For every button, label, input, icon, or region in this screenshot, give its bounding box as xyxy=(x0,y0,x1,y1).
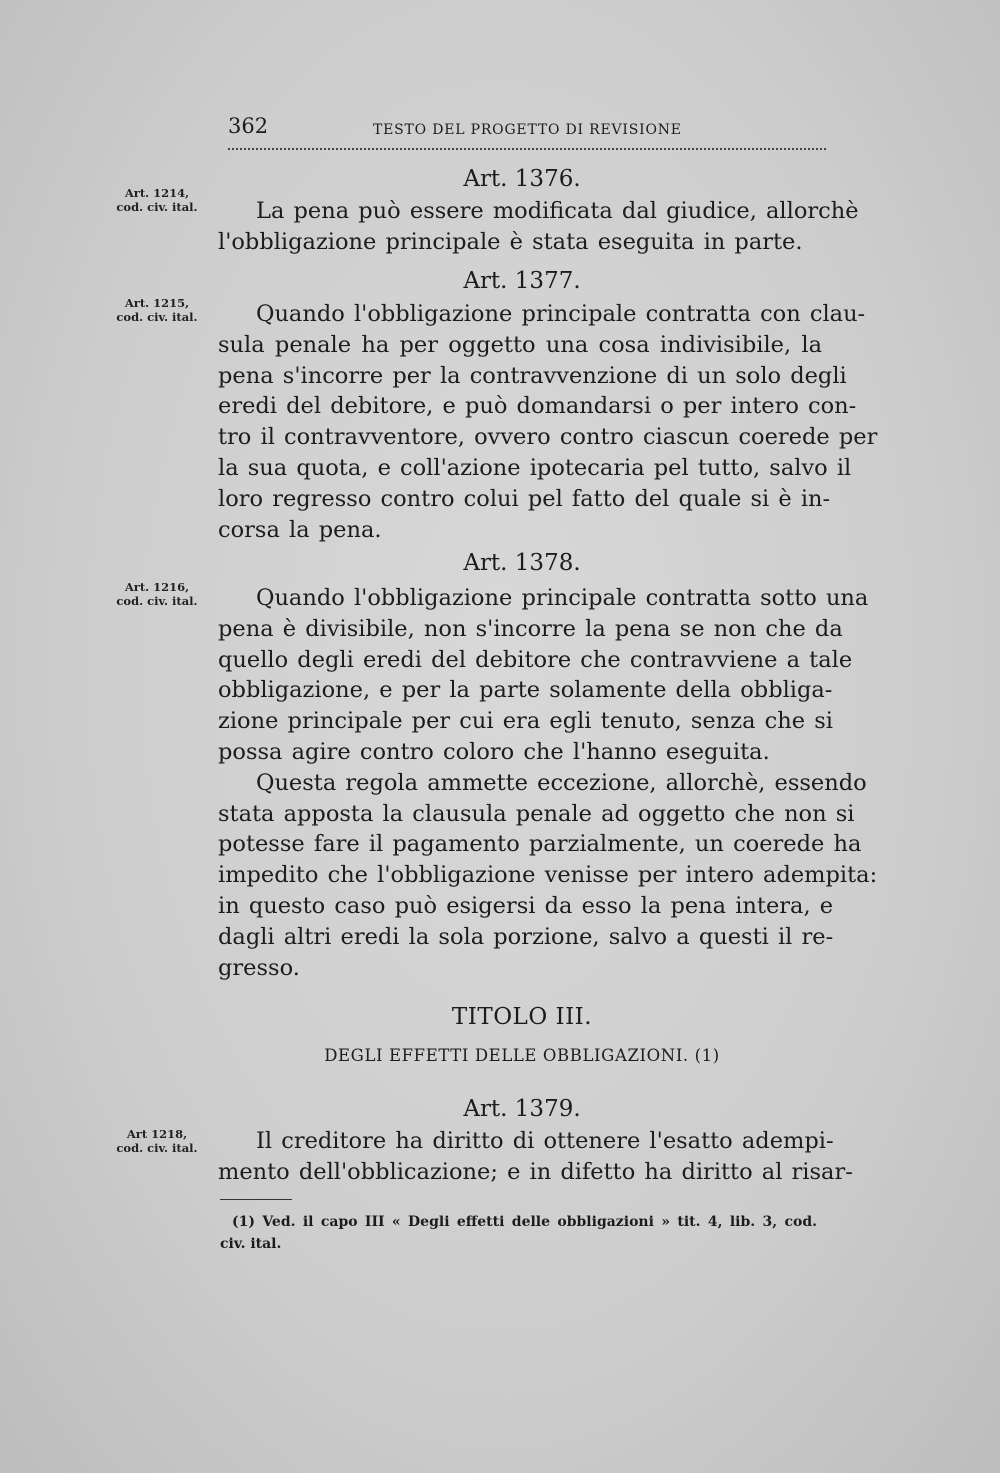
margin-note-art-1215 xyxy=(98,296,216,324)
text-line: dagli altri eredi la sola porzione, salvo a questi il re- xyxy=(218,923,834,950)
text-line: gresso. xyxy=(218,954,300,981)
page-number: 362 xyxy=(228,114,269,138)
text-line: eredi del debitore, e può domandarsi o per intero con- xyxy=(218,393,857,420)
margin-note-art-1214 xyxy=(98,186,216,214)
margin-note-art-1218 xyxy=(98,1127,216,1155)
margin-note-code: cod. civ. ital. xyxy=(116,1141,198,1155)
text-line: sula penale ha per oggetto una cosa indivisibile, la xyxy=(218,331,822,358)
section-subtitle: DEGLI EFFETTI DELLE OBBLIGAZIONI. (1) xyxy=(324,1046,720,1065)
text-line: pena s'incorre per la contravvenzione di un solo degli xyxy=(218,362,847,389)
text-line: mento dell'obblicazione; e in difetto ha diritto al risar- xyxy=(218,1158,853,1185)
margin-note-ref: Art. 1216, xyxy=(124,580,190,594)
margin-note-code: cod. civ. ital. xyxy=(116,310,198,324)
text-line: possa agire contro coloro che l'hanno eseguita. xyxy=(218,738,770,765)
article-heading-1378: Art. 1378. xyxy=(463,550,581,576)
running-head: TESTO DEL PROGETTO DI REVISIONE xyxy=(373,122,682,138)
footnote-rule xyxy=(220,1199,292,1200)
text-line: Quando l'obbligazione principale contratta con clau- xyxy=(256,301,866,327)
margin-note-ref: Art 1218, xyxy=(126,1127,188,1141)
footnote-line: civ. ital. xyxy=(220,1236,282,1252)
section-title: TITOLO III. xyxy=(451,1004,593,1030)
margin-note-code: cod. civ. ital. xyxy=(116,200,198,214)
text-line: l'obbligazione principale è stata eseguita in parte. xyxy=(218,228,803,255)
margin-note-art-1216 xyxy=(98,580,216,608)
article-text-1376 xyxy=(218,196,859,258)
text-line: Quando l'obbligazione principale contratta sotto una xyxy=(256,585,869,611)
text-line: stata apposta la clausula penale ad oggetto che non si xyxy=(218,800,855,827)
footnote-line: (1) Ved. il capo III « Degli effetti delle obbligazioni » tit. 4, lib. 3, cod. xyxy=(232,1214,817,1230)
text-line: obbligazione, e per la parte solamente della obbliga- xyxy=(218,677,833,704)
article-text-1378 xyxy=(218,583,878,983)
text-line: potesse fare il pagamento parzialmente, un coerede ha xyxy=(218,831,862,858)
text-line: impedito che l'obbligazione venisse per intero adempita: xyxy=(218,862,878,889)
text-line: La pena può essere modificata dal giudice, allorchè xyxy=(256,198,859,224)
footnote xyxy=(220,1211,817,1255)
text-line: Il creditore ha diritto di ottenere l'esatto adempi- xyxy=(256,1128,834,1154)
margin-note-ref: Art. 1215, xyxy=(124,296,190,310)
margin-note-code: cod. civ. ital. xyxy=(116,594,198,608)
article-text-1379 xyxy=(218,1126,853,1188)
article-heading-1377: Art. 1377. xyxy=(463,268,581,294)
article-text-1377 xyxy=(218,299,878,545)
text-line: loro regresso contro colui pel fatto del quale si è in- xyxy=(218,485,831,512)
text-line: tro il contravventore, ovvero contro ciascun coerede per xyxy=(218,424,878,451)
text-line: Questa regola ammette eccezione, allorchè, essendo xyxy=(256,769,867,796)
article-heading-1376: Art. 1376. xyxy=(463,166,581,192)
text-line: pena è divisibile, non s'incorre la pena se non che da xyxy=(218,615,843,642)
article-heading-1379: Art. 1379. xyxy=(463,1096,581,1122)
text-line: quello degli eredi del debitore che contravviene a tale xyxy=(218,646,853,673)
page-header xyxy=(228,112,826,150)
margin-note-ref: Art. 1214, xyxy=(124,186,190,200)
text-line: corsa la pena. xyxy=(218,516,382,543)
text-line: zione principale per cui era egli tenuto, senza che si xyxy=(218,708,833,735)
text-line: la sua quota, e coll'azione ipotecaria pel tutto, salvo il xyxy=(218,454,852,481)
text-line: in questo caso può esigersi da esso la pena intera, e xyxy=(218,892,834,919)
